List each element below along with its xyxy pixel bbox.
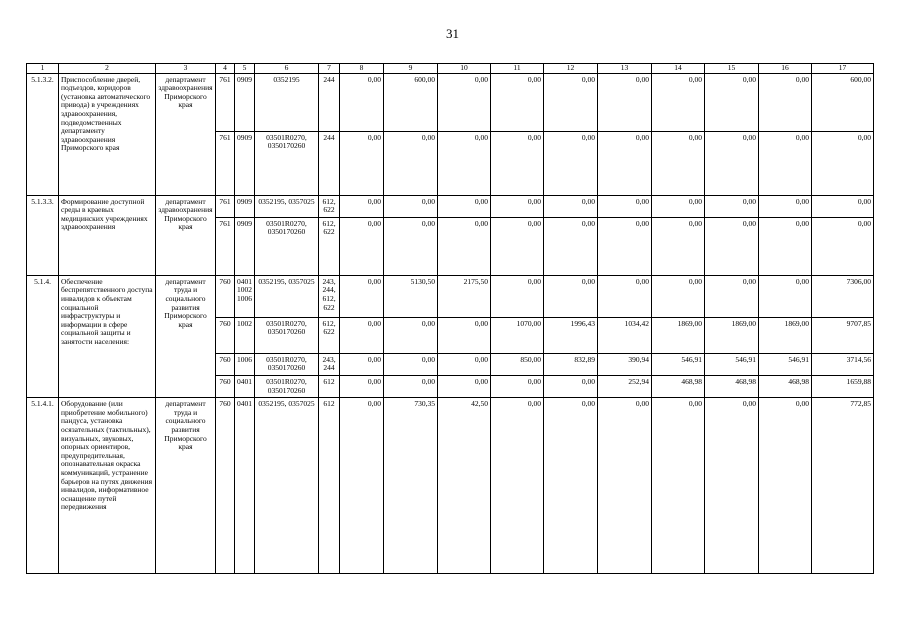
value-cell: 1869,00 xyxy=(705,317,759,353)
section-cell: 0401 1002 1006 xyxy=(235,275,255,317)
value-total-cell: 3714,56 xyxy=(812,353,874,375)
value-cell: 0,00 xyxy=(705,73,759,131)
value-cell: 0,00 xyxy=(544,217,598,275)
value-cell: 0,00 xyxy=(544,195,598,217)
item-code-cell: 5.1.4. xyxy=(27,275,59,397)
value-cell: 0,00 xyxy=(652,398,705,574)
value-total-cell: 0,00 xyxy=(812,195,874,217)
value-cell: 0,00 xyxy=(705,131,759,195)
header-cell: 16 xyxy=(759,64,812,74)
table-row xyxy=(27,275,874,317)
header-cell: 15 xyxy=(705,64,759,74)
item-name-cell: Приспособление дверей, подъездов, коридоров (установка автоматического привода) в учреждениях здравоохранения, подведомственных департаменту здравоохранения Приморского края xyxy=(59,73,156,195)
value-cell: 0,00 xyxy=(491,131,544,195)
value-cell: 0,00 xyxy=(340,375,384,397)
value-cell: 0,00 xyxy=(340,131,384,195)
value-cell: 0,00 xyxy=(438,195,491,217)
item-code-cell: 5.1.4.1. xyxy=(27,398,59,574)
value-cell: 0,00 xyxy=(598,131,652,195)
value-cell: 0,00 xyxy=(340,275,384,317)
page-number: 31 xyxy=(446,26,459,41)
value-cell: 1869,00 xyxy=(759,317,812,353)
table-row xyxy=(27,73,874,131)
value-total-cell: 0,00 xyxy=(812,217,874,275)
value-cell: 0,00 xyxy=(384,131,438,195)
value-cell: 0,00 xyxy=(438,73,491,131)
value-cell: 0,00 xyxy=(705,275,759,317)
value-cell: 0,00 xyxy=(384,375,438,397)
item-code-cell: 5.1.3.2. xyxy=(27,73,59,195)
value-cell: 390,94 xyxy=(598,353,652,375)
value-total-cell: 1659,88 xyxy=(812,375,874,397)
section-cell: 0401 xyxy=(235,398,255,574)
header-cell: 10 xyxy=(438,64,491,74)
section-cell: 1002 xyxy=(235,317,255,353)
value-cell: 0,00 xyxy=(652,217,705,275)
expense-type-cell: 612, 622 xyxy=(319,217,340,275)
header-cell: 8 xyxy=(340,64,384,74)
value-cell: 5130,50 xyxy=(384,275,438,317)
target-article-cell: 03501R0270, 0350170260 xyxy=(255,317,319,353)
value-cell: 0,00 xyxy=(598,217,652,275)
value-cell: 1070,00 xyxy=(491,317,544,353)
header-cell: 3 xyxy=(156,64,216,74)
value-cell: 0,00 xyxy=(759,73,812,131)
expense-type-cell: 612 xyxy=(319,398,340,574)
value-cell: 468,98 xyxy=(705,375,759,397)
value-cell: 0,00 xyxy=(491,73,544,131)
value-cell: 0,00 xyxy=(384,217,438,275)
expense-type-cell: 243, 244, 612, 622 xyxy=(319,275,340,317)
value-total-cell: 772,85 xyxy=(812,398,874,574)
header-cell: 5 xyxy=(235,64,255,74)
header-cell: 7 xyxy=(319,64,340,74)
grbs-cell: 760 xyxy=(216,275,235,317)
value-cell: 0,00 xyxy=(759,398,812,574)
item-name-cell: Формирование доступной среды в краевых медицинских учреждениях здравоохранения xyxy=(59,195,156,275)
grbs-cell: 761 xyxy=(216,217,235,275)
section-cell: 0401 xyxy=(235,375,255,397)
header-row xyxy=(27,64,874,74)
expense-type-cell: 612, 622 xyxy=(319,195,340,217)
value-cell: 0,00 xyxy=(491,375,544,397)
value-cell: 0,00 xyxy=(598,73,652,131)
value-cell: 0,00 xyxy=(438,217,491,275)
header-cell: 13 xyxy=(598,64,652,74)
value-cell: 2175,50 xyxy=(438,275,491,317)
value-cell: 468,98 xyxy=(759,375,812,397)
table-row xyxy=(27,195,874,217)
section-cell: 0909 xyxy=(235,217,255,275)
target-article-cell: 03501R0270, 0350170260 xyxy=(255,217,319,275)
value-cell: 546,91 xyxy=(759,353,812,375)
header-cell: 14 xyxy=(652,64,705,74)
section-cell: 0909 xyxy=(235,195,255,217)
table-row xyxy=(27,398,874,574)
grbs-cell: 761 xyxy=(216,73,235,131)
department-cell: департамент труда и социального развития Приморского края xyxy=(156,275,216,397)
value-cell: 0,00 xyxy=(438,317,491,353)
budget-table xyxy=(26,63,874,574)
header-cell: 17 xyxy=(812,64,874,74)
value-cell: 0,00 xyxy=(491,217,544,275)
target-article-cell: 03501R0270, 0350170260 xyxy=(255,353,319,375)
value-cell: 0,00 xyxy=(340,317,384,353)
value-cell: 0,00 xyxy=(491,195,544,217)
value-cell: 0,00 xyxy=(705,398,759,574)
department-cell: департамент труда и социального развития Приморского края xyxy=(156,398,216,574)
value-cell: 0,00 xyxy=(598,398,652,574)
header-cell: 4 xyxy=(216,64,235,74)
value-cell: 0,00 xyxy=(340,398,384,574)
value-cell: 42,50 xyxy=(438,398,491,574)
value-total-cell: 600,00 xyxy=(812,73,874,131)
value-cell: 0,00 xyxy=(491,275,544,317)
grbs-cell: 760 xyxy=(216,375,235,397)
department-cell: департамент здравоохранения Приморского края xyxy=(156,73,216,195)
grbs-cell: 761 xyxy=(216,131,235,195)
item-name-cell: Оборудование (или приобретение мобильного) пандуса, установка осязательных (тактильных), визуальных, звуковых, опорных ориентиров, предупредительная, опознавательная окраска коммуникаций, устранение барьеров на путях движения инвалидов, информативное оснащение путей передвижения xyxy=(59,398,156,574)
value-cell: 0,00 xyxy=(598,195,652,217)
item-code-cell: 5.1.3.3. xyxy=(27,195,59,275)
value-cell: 850,00 xyxy=(491,353,544,375)
value-cell: 0,00 xyxy=(438,131,491,195)
value-cell: 0,00 xyxy=(384,317,438,353)
value-cell: 0,00 xyxy=(652,73,705,131)
value-cell: 1869,00 xyxy=(652,317,705,353)
target-article-cell: 03501R0270, 0350170260 xyxy=(255,375,319,397)
value-cell: 0,00 xyxy=(340,73,384,131)
value-cell: 0,00 xyxy=(544,275,598,317)
value-cell: 0,00 xyxy=(598,275,652,317)
value-cell: 0,00 xyxy=(652,275,705,317)
target-article-cell: 0352195, 0357025 xyxy=(255,275,319,317)
value-cell: 0,00 xyxy=(544,131,598,195)
header-cell: 6 xyxy=(255,64,319,74)
value-cell: 0,00 xyxy=(340,217,384,275)
department-cell: департамент здравоохранения Приморского края xyxy=(156,195,216,275)
expense-type-cell: 243, 244 xyxy=(319,353,340,375)
expense-type-cell: 244 xyxy=(319,131,340,195)
value-cell: 0,00 xyxy=(759,131,812,195)
value-cell: 252,94 xyxy=(598,375,652,397)
value-cell: 0,00 xyxy=(759,195,812,217)
header-cell: 2 xyxy=(59,64,156,74)
value-cell: 730,35 xyxy=(384,398,438,574)
header-cell: 11 xyxy=(491,64,544,74)
value-cell: 0,00 xyxy=(705,195,759,217)
value-cell: 0,00 xyxy=(759,275,812,317)
grbs-cell: 760 xyxy=(216,398,235,574)
value-total-cell: 7306,00 xyxy=(812,275,874,317)
value-cell: 0,00 xyxy=(384,353,438,375)
value-cell: 546,91 xyxy=(705,353,759,375)
value-cell: 600,00 xyxy=(384,73,438,131)
value-cell: 0,00 xyxy=(384,195,438,217)
value-cell: 0,00 xyxy=(759,217,812,275)
target-article-cell: 03501R0270, 0350170260 xyxy=(255,131,319,195)
value-cell: 832,89 xyxy=(544,353,598,375)
value-cell: 0,00 xyxy=(340,195,384,217)
value-cell: 468,98 xyxy=(652,375,705,397)
expense-type-cell: 612, 622 xyxy=(319,317,340,353)
value-cell: 0,00 xyxy=(652,195,705,217)
value-cell: 0,00 xyxy=(438,375,491,397)
target-article-cell: 0352195 xyxy=(255,73,319,131)
value-cell: 0,00 xyxy=(652,131,705,195)
value-cell: 546,91 xyxy=(652,353,705,375)
header-cell: 12 xyxy=(544,64,598,74)
header-cell: 1 xyxy=(27,64,59,74)
value-cell: 1034,42 xyxy=(598,317,652,353)
section-cell: 0909 xyxy=(235,73,255,131)
value-cell: 0,00 xyxy=(438,353,491,375)
value-total-cell: 0,00 xyxy=(812,131,874,195)
value-cell: 0,00 xyxy=(340,353,384,375)
value-cell: 0,00 xyxy=(544,398,598,574)
expense-type-cell: 244 xyxy=(319,73,340,131)
grbs-cell: 760 xyxy=(216,353,235,375)
value-cell: 0,00 xyxy=(544,73,598,131)
grbs-cell: 761 xyxy=(216,195,235,217)
section-cell: 0909 xyxy=(235,131,255,195)
item-name-cell: Обеспечение беспрепятственного доступа инвалидов к объектам социальной инфраструктуры и информации в сфере социальной защиты и занятости населения: xyxy=(59,275,156,397)
expense-type-cell: 612 xyxy=(319,375,340,397)
value-total-cell: 9707,85 xyxy=(812,317,874,353)
header-cell: 9 xyxy=(384,64,438,74)
value-cell: 0,00 xyxy=(544,375,598,397)
target-article-cell: 0352195, 0357025 xyxy=(255,195,319,217)
value-cell: 0,00 xyxy=(705,217,759,275)
target-article-cell: 0352195, 0357025 xyxy=(255,398,319,574)
value-cell: 0,00 xyxy=(491,398,544,574)
grbs-cell: 760 xyxy=(216,317,235,353)
section-cell: 1006 xyxy=(235,353,255,375)
value-cell: 1996,43 xyxy=(544,317,598,353)
